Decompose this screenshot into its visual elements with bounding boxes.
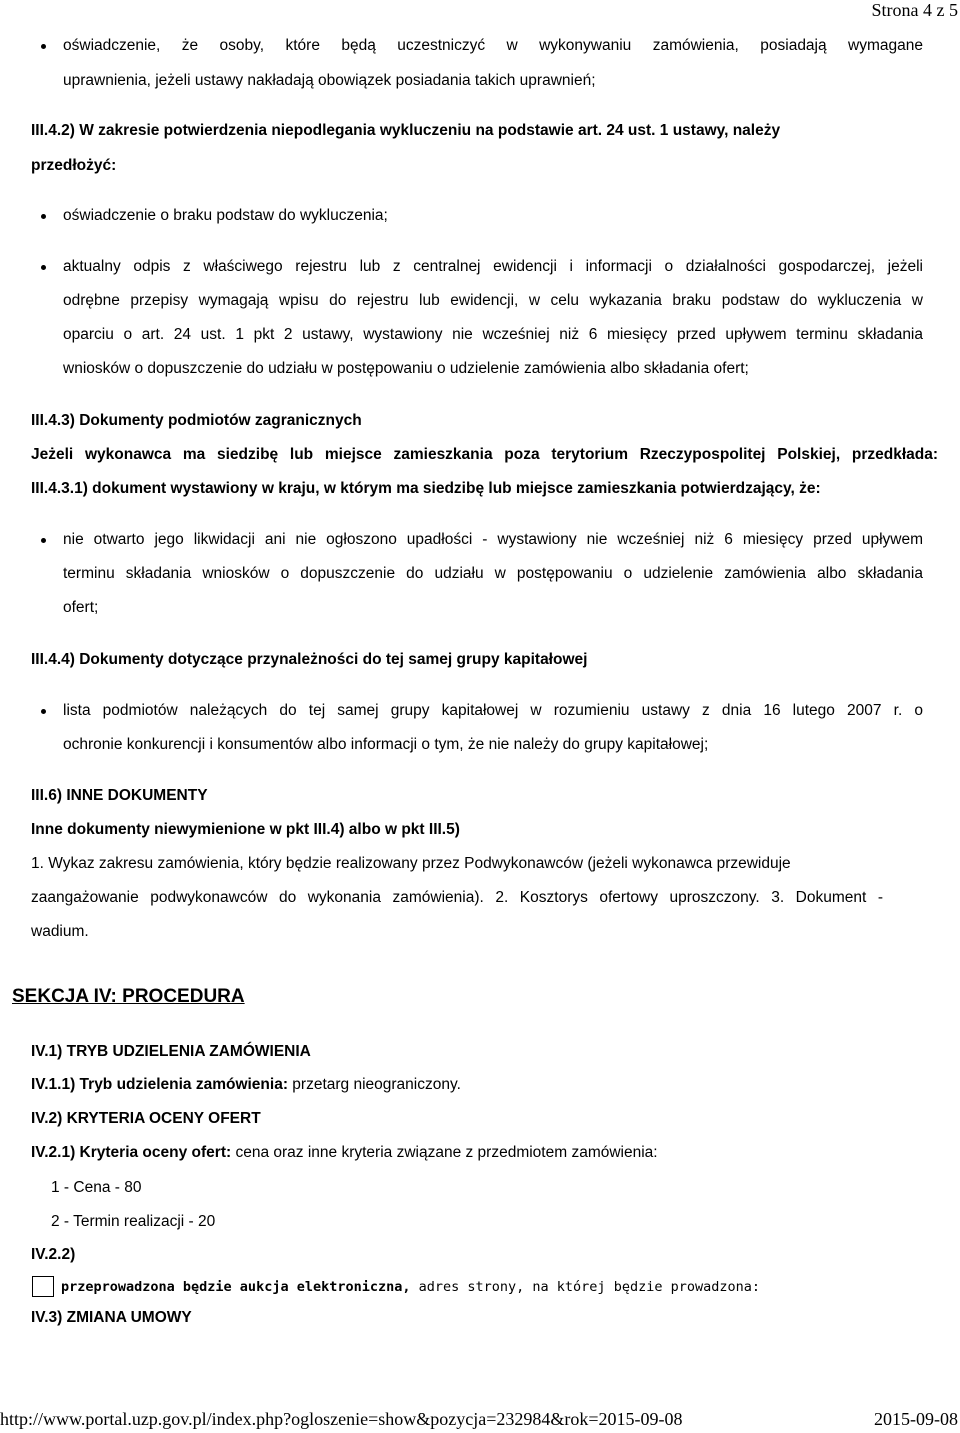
other-docs-text-line: wadium.	[31, 923, 89, 940]
section-heading-iii-4-3: III.4.3) Dokumenty podmiotów zagranicznych	[31, 412, 362, 429]
bullet-marker	[41, 538, 46, 543]
procedure-type-value: przetarg nieograniczony.	[287, 1076, 461, 1093]
bullet-marker	[41, 709, 46, 714]
auction-text-bold: przeprowadzona będzie aukcja elektroniczna,	[61, 1279, 411, 1295]
heading-iv-3: IV.3) ZMIANA UMOWY	[31, 1309, 192, 1326]
page-indicator: Strona 4 z 5	[871, 0, 958, 20]
subheading-other-docs: Inne dokumenty niewymienione w pkt III.4) albo w pkt III.5)	[31, 821, 460, 838]
bullet-text-line: wniosków o dopuszczenie do udziału w postępowaniu o udzielenie zamówienia albo składania ofert;	[63, 360, 749, 377]
section-heading-iii-4-4: III.4.4) Dokumenty dotyczące przynależności do tej samej grupy kapitałowej	[31, 651, 588, 668]
bullet-text-line: oświadczenie, że osoby, które będą uczestniczyć w wykonywaniu zamówienia, posiadają wymagane	[63, 37, 923, 54]
criteria-value: cena oraz inne kryteria związane z przedmiotem zamówienia:	[231, 1144, 658, 1161]
auction-checkbox[interactable]	[32, 1276, 54, 1297]
footer-date: 2015-09-08	[874, 1409, 958, 1429]
bullet-text-line: ofert;	[63, 599, 99, 616]
section-heading-iii-4-3-1: III.4.3.1) dokument wystawiony w kraju, w którym ma siedzibę lub miejsce zamieszkania potwierdzający, że:	[31, 480, 821, 497]
criterion-item: 1 - Cena - 80	[51, 1179, 142, 1196]
criteria-row	[31, 1143, 658, 1163]
procedure-type-label: IV.1.1) Tryb udzielenia zamówienia:	[31, 1076, 288, 1093]
heading-iv-2-2: IV.2.2)	[31, 1246, 76, 1263]
bullet-text-line: ochronie konkurencji i konsumentów albo informacji o tym, że nie należy do grupy kapitałowej;	[63, 736, 709, 753]
criteria-label: IV.2.1) Kryteria oceny ofert:	[31, 1144, 232, 1161]
bullet-text-line: oparciu o art. 24 ust. 1 pkt 2 ustawy, wystawiony nie wcześniej niż 6 miesięcy przed upływem terminu składania	[63, 326, 923, 343]
heading-iv-2: IV.2) KRYTERIA OCENY OFERT	[31, 1110, 261, 1127]
auction-text	[61, 1277, 760, 1297]
bullet-marker	[41, 44, 46, 49]
bullet-text-line: oświadczenie o braku podstaw do wykluczenia;	[63, 207, 388, 224]
heading-iv-1: IV.1) TRYB UDZIELENIA ZAMÓWIENIA	[31, 1043, 311, 1060]
section-heading-iii-4-2-cont: przedłożyć:	[31, 157, 117, 174]
bullet-text-line: uprawnienia, jeżeli ustawy nakładają obowiązek posiadania takich uprawnień;	[63, 72, 596, 89]
procedure-type-row	[31, 1075, 461, 1095]
section-heading-iii-4-2: III.4.2) W zakresie potwierdzenia niepodlegania wykluczeniu na podstawie art. 24 ust. 1 ustawy, należy	[31, 122, 781, 139]
other-docs-text-line: zaangażowanie podwykonawców do wykonania zamówienia). 2. Kosztorys ofertowy uproszczony. 3. Dokument -	[31, 889, 883, 906]
subheading-foreign: Jeżeli wykonawca ma siedzibę lub miejsce zamieszkania poza terytorium Rzeczypospolitej Polskiej, przedkłada:	[31, 446, 938, 463]
section-title-iv: SEKCJA IV: PROCEDURA	[12, 986, 245, 1007]
bullet-text-line: lista podmiotów należących do tej samej grupy kapitałowej w rozumieniu ustawy z dnia 16 lutego 2007 r. o	[63, 702, 923, 719]
bullet-marker	[41, 214, 46, 219]
criterion-item: 2 - Termin realizacji - 20	[51, 1213, 216, 1230]
other-docs-text-line: 1. Wykaz zakresu zamówienia, który będzie realizowany przez Podwykonawców (jeżeli wykonawca przewiduje	[31, 855, 791, 872]
bullet-text-line: nie otwarto jego likwidacji ani nie ogłoszono upadłości - wystawiony nie wcześniej niż 6 miesięcy przed upływem	[63, 531, 923, 548]
footer-url[interactable]: http://www.portal.uzp.gov.pl/index.php?ogloszenie=show&pozycja=232984&rok=2015-09-08	[0, 1409, 683, 1429]
bullet-text-line: aktualny odpis z właściwego rejestru lub z centralnej ewidencji i informacji o działalności gospodarczej, jeżeli	[63, 258, 923, 275]
auction-text-rest: adres strony, na której będzie prowadzona:	[410, 1279, 760, 1295]
bullet-text-line: terminu składania wniosków o dopuszczenie do udziału w postępowaniu o udzielenie zamówienia albo składania	[63, 565, 923, 582]
bullet-text-line: odrębne przepisy wymagają wpisu do rejestru lub ewidencji, w celu wykazania braku podstaw do wykluczenia w	[63, 292, 923, 309]
section-heading-iii-6: III.6) INNE DOKUMENTY	[31, 787, 208, 804]
bullet-marker	[41, 265, 46, 270]
